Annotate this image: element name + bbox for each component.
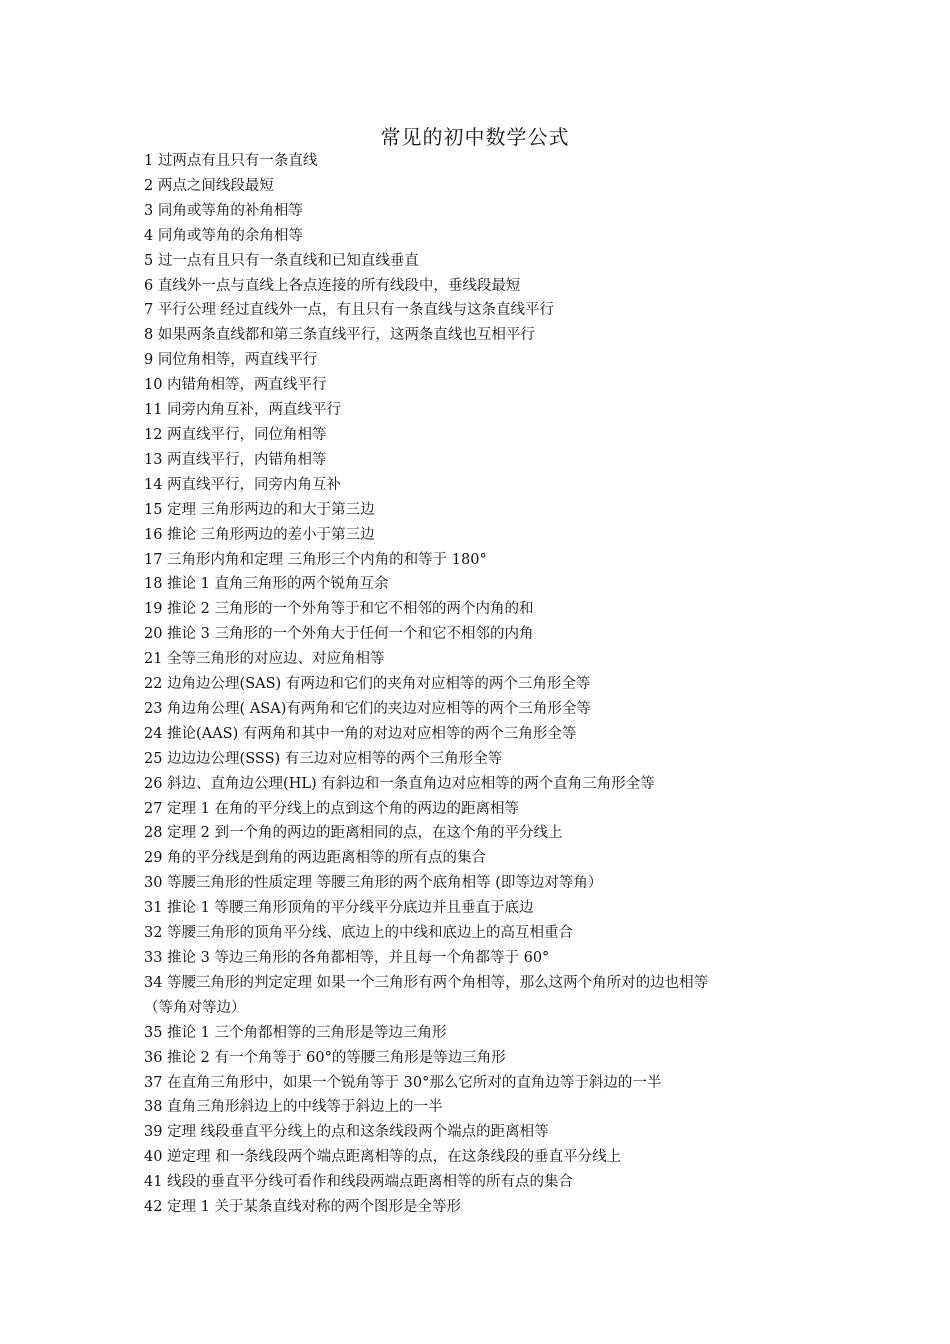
- formula-item: [144, 572, 824, 597]
- formula-text: 1 过两点有且只有一条直线: [144, 153, 318, 169]
- formula-item: [144, 846, 824, 871]
- formula-item: [144, 821, 824, 846]
- formula-text: 33 推论 3 等边三角形的各角都相等，并且每一个角都等于 60°: [144, 950, 550, 966]
- formula-text: 36 推论 2 有一个角等于 60°的等腰三角形是等边三角形: [144, 1049, 506, 1066]
- formula-item: [144, 1195, 824, 1220]
- formula-text: 42 定理 1 关于某条直线对称的两个图形是全等形: [144, 1199, 462, 1216]
- formula-item: [144, 1145, 824, 1170]
- formula-item: [144, 971, 824, 1021]
- formula-text: 25 边边边公理(SSS) 有三边对应相等的两个三角形全等: [144, 750, 503, 767]
- formula-item: [144, 946, 824, 971]
- formula-item: [144, 647, 824, 672]
- formula-item: [144, 298, 824, 323]
- formula-text: 37 在直角三角形中，如果一个锐角等于 30°那么它所对的直角边等于斜边的一半: [144, 1074, 662, 1091]
- formula-item: [144, 622, 824, 647]
- formula-text: 22 边角边公理(SAS) 有两边和它们的夹角对应相等的两个三角形全等: [144, 676, 591, 693]
- formula-item: [144, 174, 824, 199]
- formula-text: 38 直角三角形斜边上的中线等于斜边上的一半: [144, 1099, 443, 1116]
- formula-item: [144, 921, 824, 946]
- formula-item: [144, 772, 824, 797]
- formula-item: [144, 323, 824, 348]
- formula-text: 32 等腰三角形的顶角平分线、底边上的中线和底边上的高互相重合: [144, 925, 574, 942]
- formula-item: [144, 1071, 824, 1096]
- formula-list: [144, 149, 824, 1220]
- formula-text: 8 如果两条直线都和第三条直线平行，这两条直线也互相平行: [144, 327, 535, 344]
- formula-text: 11 同旁内角互补，两直线平行: [144, 402, 342, 419]
- formula-text: 40 逆定理 和一条线段两个端点距离相等的点，在这条线段的垂直平分线上: [144, 1149, 622, 1166]
- formula-item: [144, 1170, 824, 1195]
- formula-item: [144, 597, 824, 622]
- formula-text: 7 平行公理 经过直线外一点，有且只有一条直线与这条直线平行: [144, 302, 554, 319]
- formula-item: [144, 672, 824, 697]
- formula-text: 35 推论 1 三个角都相等的三角形是等边三角形: [144, 1024, 447, 1041]
- formula-item: [144, 199, 824, 224]
- formula-item: [144, 697, 824, 722]
- formula-text: 18 推论 1 直角三角形的两个锐角互余: [144, 576, 389, 593]
- formula-item: [144, 797, 824, 822]
- formula-text: 17 三角形内角和定理 三角形三个内角的和等于 180°: [144, 551, 487, 568]
- formula-text: 19 推论 2 三角形的一个外角等于和它不相邻的两个内角的和: [144, 601, 534, 618]
- formula-item: [144, 348, 824, 373]
- formula-item: [144, 149, 824, 174]
- formula-item: [144, 722, 824, 747]
- document-title: 常见的初中数学公式: [380, 125, 570, 149]
- formula-text: 30 等腰三角形的性质定理 等腰三角形的两个底角相等 (即等边对等角）: [144, 875, 603, 892]
- formula-text: 5 过一点有且只有一条直线和已知直线垂直: [144, 252, 419, 269]
- formula-text: 2 两点之间线段最短: [144, 177, 274, 194]
- formula-text: 20 推论 3 三角形的一个外角大于任何一个和它不相邻的内角: [144, 626, 534, 643]
- formula-text: 12 两直线平行，同位角相等: [144, 426, 327, 443]
- formula-text: 24 推论(AAS) 有两角和其中一角的对边对应相等的两个三角形全等: [144, 725, 577, 742]
- formula-text: 13 两直线平行，内错角相等: [144, 451, 327, 468]
- formula-item: [144, 896, 824, 921]
- formula-item: [144, 373, 824, 398]
- formula-item: [144, 473, 824, 498]
- formula-item: [144, 448, 824, 473]
- formula-text: 26 斜边、直角边公理(HL) 有斜边和一条直角边对应相等的两个直角三角形全等: [144, 775, 655, 792]
- formula-text: 41 线段的垂直平分线可看作和线段两端点距离相等的所有点的集合: [144, 1174, 574, 1191]
- formula-text: 28 定理 2 到一个角的两边的距离相同的点，在这个角的平分线上: [144, 825, 563, 842]
- formula-item: [144, 747, 824, 772]
- formula-text: 6 直线外一点与直线上各点连接的所有线段中，垂线段最短: [144, 277, 521, 294]
- formula-item: [144, 1120, 824, 1145]
- formula-text: 4 同角或等角的余角相等: [144, 227, 303, 244]
- formula-text: 15 定理 三角形两边的和大于第三边: [144, 501, 375, 518]
- formula-text: 14 两直线平行，同旁内角互补: [144, 476, 342, 493]
- formula-item: [144, 423, 824, 448]
- formula-text: 29 角的平分线是到角的两边距离相等的所有点的集合: [144, 850, 487, 867]
- formula-text: 9 同位角相等，两直线平行: [144, 352, 318, 369]
- formula-item: [144, 1046, 824, 1071]
- formula-text-continuation: （等角对等边）: [144, 999, 246, 1016]
- formula-text: 10 内错角相等，两直线平行: [144, 377, 327, 394]
- formula-item: [144, 498, 824, 523]
- formula-text: 27 定理 1 在角的平分线上的点到这个角的两边的距离相等: [144, 800, 520, 817]
- formula-item: [144, 1095, 824, 1120]
- formula-text: 16 推论 三角形两边的差小于第三边: [144, 526, 375, 543]
- formula-item: [144, 523, 824, 548]
- formula-item: [144, 1021, 824, 1046]
- formula-item: [144, 871, 824, 896]
- formula-item: [144, 398, 824, 423]
- formula-item: [144, 224, 824, 249]
- formula-text: 3 同角或等角的补角相等: [144, 202, 303, 219]
- formula-text: 21 全等三角形的对应边、对应角相等: [144, 651, 385, 668]
- formula-item: [144, 548, 824, 573]
- formula-text: 31 推论 1 等腰三角形顶角的平分线平分底边并且垂直于底边: [144, 900, 534, 917]
- formula-text: 39 定理 线段垂直平分线上的点和这条线段两个端点的距离相等: [144, 1124, 549, 1141]
- formula-text: 23 角边角公理( ASA)有两角和它们的夹边对应相等的两个三角形全等: [144, 700, 591, 717]
- formula-text: 34 等腰三角形的判定定理 如果一个三角形有两个角相等，那么这两个角所对的边也相等: [144, 974, 709, 991]
- formula-item: [144, 274, 824, 299]
- formula-item: [144, 249, 824, 274]
